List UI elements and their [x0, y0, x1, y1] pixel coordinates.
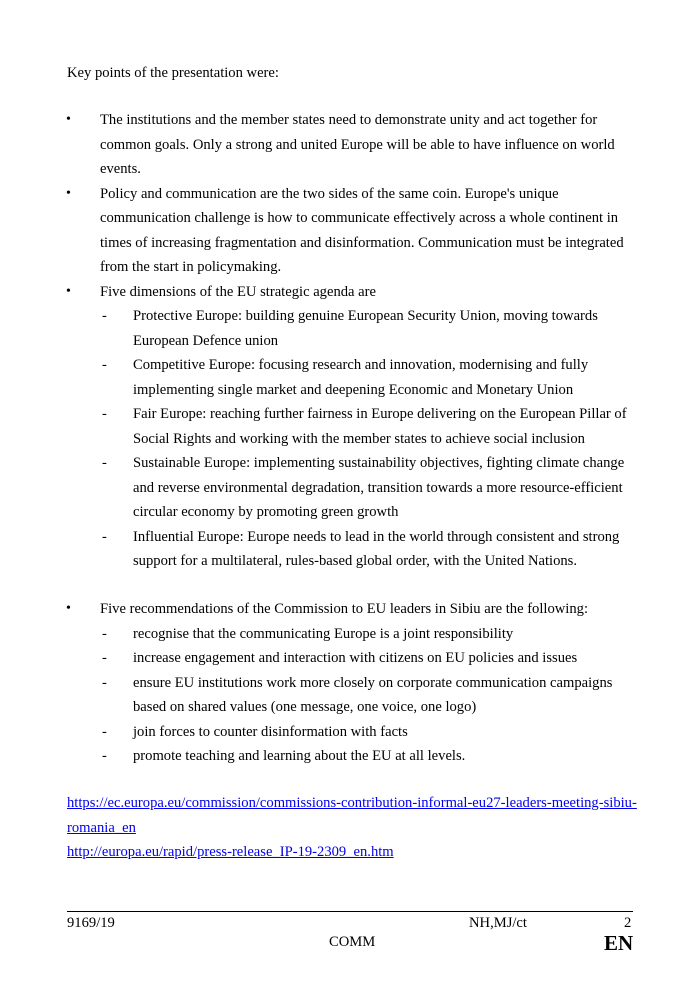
dash-marker: -: [102, 650, 107, 666]
sublist-item: [0, 402, 700, 451]
sublist-item-text: Fair Europe: reaching further fairness in Europe delivering on the European Pillar of Social Rights and working with the member states to achieve social inclusion: [133, 406, 627, 447]
commission-contribution-link[interactable]: [67, 791, 637, 840]
footer-language-code: EN: [604, 931, 634, 955]
sublist-item-text: ensure EU institutions work more closely on corporate communication campaigns based on shared values (one message, one voice, one logo): [133, 674, 613, 715]
key-points-list: [0, 108, 700, 574]
bullet-text: Five recommendations of the Commission to EU leaders in Sibiu are the following:: [100, 601, 588, 617]
sublist-item-text: promote teaching and learning about the EU at all levels.: [133, 748, 466, 764]
dash-marker: -: [102, 308, 107, 324]
bullet-item-dimensions: [0, 280, 700, 574]
dash-marker: -: [102, 406, 107, 422]
dimensions-sublist: [0, 304, 700, 574]
intro-text: Key points of the presentation were:: [67, 65, 279, 81]
dash-marker: -: [102, 625, 107, 642]
bullet-icon: •: [66, 601, 71, 616]
bullet-item-unity: [0, 108, 700, 182]
sublist-item: [0, 646, 700, 671]
dash-marker: -: [102, 748, 107, 764]
dash-marker: -: [102, 528, 107, 545]
sublist-item-text: increase engagement and interaction with citizens on EU policies and issues: [133, 650, 578, 666]
press-release-link[interactable]: http://europa.eu/rapid/press-release_IP-19-2309_en.htm: [67, 844, 394, 860]
recommendations-sublist: [0, 622, 700, 769]
footer-initials: NH,MJ/ct: [469, 915, 527, 931]
link-text-line1: https://ec.europa.eu/commission/commissions-contribution-informal-eu27-leaders-meeting-sibiu-: [67, 795, 637, 811]
reference-links: [67, 791, 637, 865]
bullet-item-recommendations: [0, 597, 700, 769]
bullet-icon: •: [66, 185, 71, 201]
bullet-icon: •: [66, 283, 71, 299]
sublist-item-text: Sustainable Europe: implementing sustainability objectives, fighting climate change and reverse environmental degradation, transition towards a more resource-efficient circular economy by promoting green growth: [133, 455, 625, 520]
dash-marker: -: [102, 674, 107, 691]
sublist-item: [0, 622, 700, 647]
bullet-icon: •: [66, 112, 71, 127]
sublist-item-text: recognise that the communicating Europe is a joint responsibility: [133, 625, 514, 642]
sublist-item: [0, 525, 700, 574]
link-text-line2: romania_en: [67, 819, 136, 836]
sublist-item-text: join forces to counter disinformation with facts: [133, 723, 408, 740]
recommendations-list: [0, 597, 700, 769]
dash-marker: -: [102, 723, 107, 740]
footer-divider: [67, 911, 633, 912]
sublist-item-text: Competitive Europe: focusing research and innovation, modernising and fully implementing single market and deepening Economic and Monetary Union: [133, 357, 589, 398]
sublist-item: [0, 353, 700, 402]
sublist-item: [0, 671, 700, 720]
bullet-item-policy: [0, 182, 700, 280]
bullet-text: Policy and communication are the two sides of the same coin. Europe's unique communication challenge is how to communicate effectively across a whole continent in times of increasing fragmentation and disinformation. Communication must be integrated from the start in policymaking.: [100, 185, 624, 275]
sublist-item: [0, 304, 700, 353]
sublist-item: [0, 744, 700, 769]
sublist-item-text: Influential Europe: Europe needs to lead in the world through consistent and strong support for a multilateral, rules-based global order, with the United Nations.: [133, 528, 620, 569]
footer-document-number: 9169/19: [67, 915, 115, 931]
bullet-text: Five dimensions of the EU strategic agenda are: [100, 283, 376, 300]
footer-page-number: 2: [624, 915, 632, 931]
sublist-item: [0, 720, 700, 745]
footer-department: COMM: [329, 934, 376, 950]
sublist-item-text: Protective Europe: building genuine European Security Union, moving towards European Defence union: [133, 308, 598, 349]
dash-marker: -: [102, 455, 107, 471]
sublist-item: [0, 451, 700, 525]
bullet-text: The institutions and the member states need to demonstrate unity and act together for common goals. Only a strong and united Europe will be able to have influence on world events.: [100, 112, 615, 177]
dash-marker: -: [102, 357, 107, 373]
